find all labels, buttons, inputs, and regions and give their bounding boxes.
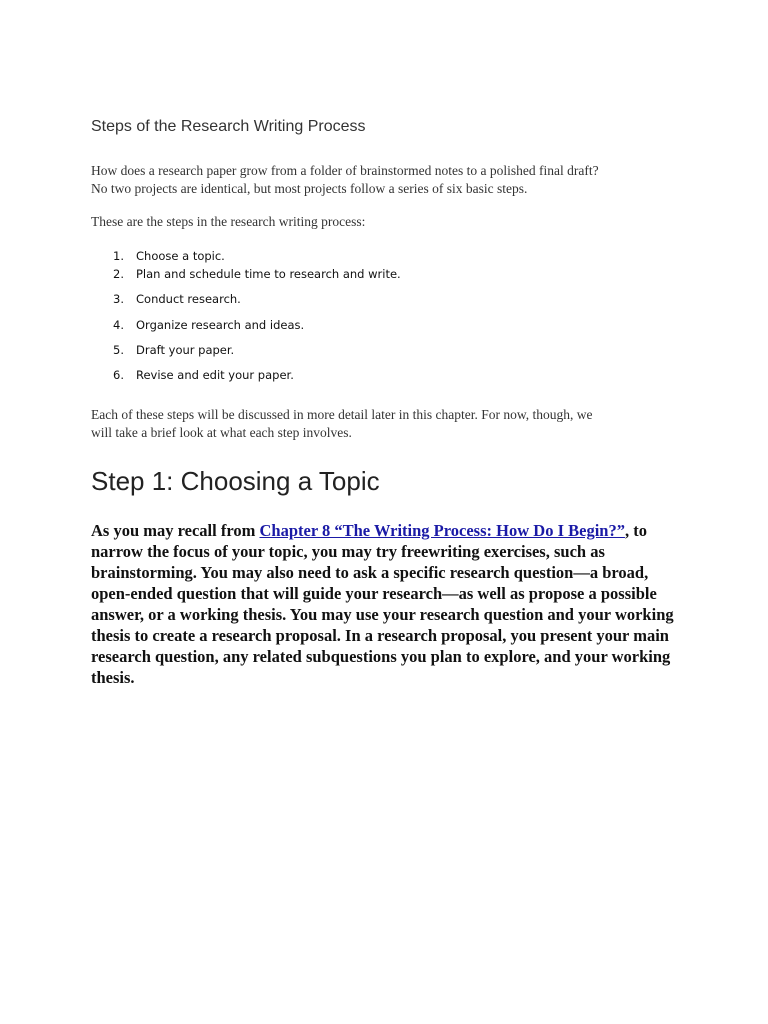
document-title: Steps of the Research Writing Process [91,118,366,135]
step-text: Choose a topic. [136,249,225,263]
step-text: Conduct research. [136,292,241,306]
para-line-6: thesis to create a research proposal. In a research proposal, you present your main [91,626,669,645]
intro-paragraph [91,162,691,198]
para-line-7: research question, any related subquestions you plan to explore, and your working [91,647,671,666]
para-text-before-link: As you may recall from [91,521,260,540]
step-number: 5. [113,343,124,357]
step-text: Organize research and ideas. [136,318,305,332]
chapter-8-link[interactable]: Chapter 8 “The Writing Process: How Do I Begin?” [259,521,625,540]
steps-lead: These are the steps in the research writing process: [91,214,366,229]
para-line-8: thesis. [91,668,135,687]
step-number: 2. [113,267,124,281]
step-number: 3. [113,292,124,306]
step-number: 1. [113,249,124,263]
summary-line-2: will take a brief look at what each step involves. [91,425,352,440]
intro-line-1: How does a research paper grow from a folder of brainstormed notes to a polished final draft? [91,163,599,178]
step-text: Draft your paper. [136,343,235,357]
summary-line-1: Each of these steps will be discussed in more detail later in this chapter. For now, though, we [91,407,593,422]
step-number: 6. [113,368,124,382]
para-line-2: narrow the focus of your topic, you may try freewriting exercises, such as [91,542,605,561]
para-line-5: answer, or a working thesis. You may use your research question and your working [91,605,674,624]
step-text: Revise and edit your paper. [136,368,294,382]
section-paragraph [91,520,691,688]
section-heading: Step 1: Choosing a Topic [91,466,380,496]
summary-paragraph [91,406,691,442]
intro-line-2: No two projects are identical, but most projects follow a series of six basic steps. [91,181,528,196]
para-line-4: open-ended question that will guide your research—as well as propose a possible [91,584,657,603]
step-text: Plan and schedule time to research and write. [136,267,401,281]
step-number: 4. [113,318,124,332]
para-line-3: brainstorming. You may also need to ask a specific research question—a broad, [91,563,649,582]
para-text-after-link: , to [624,521,647,540]
